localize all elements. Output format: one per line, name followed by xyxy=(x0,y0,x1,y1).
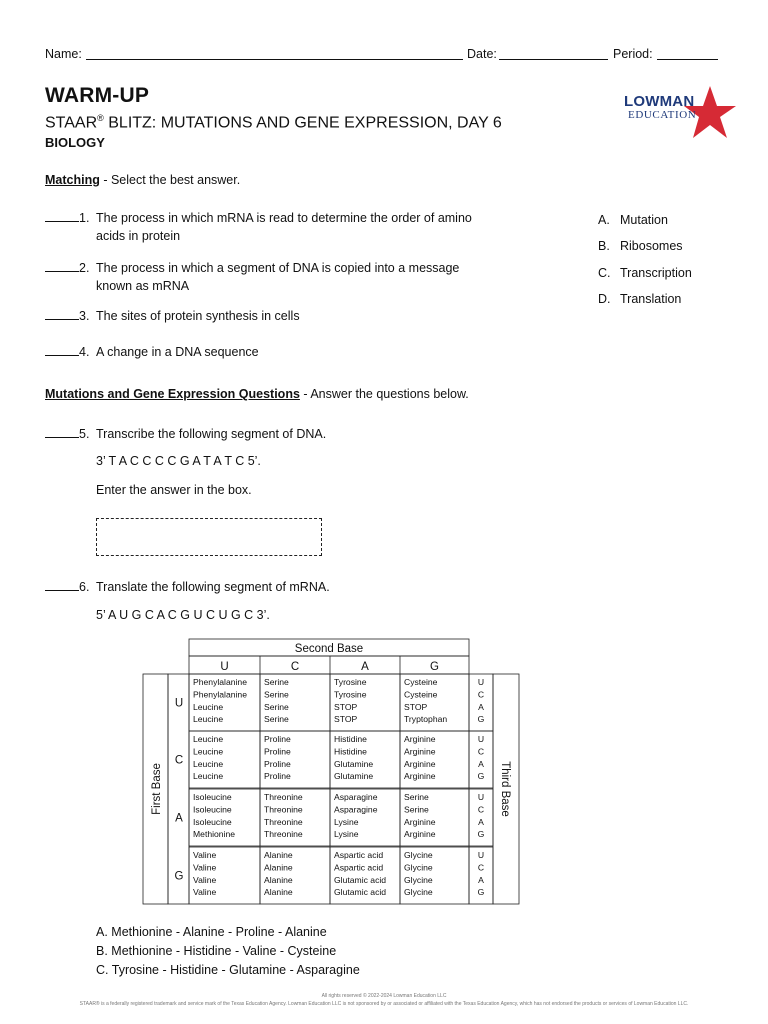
choice-d xyxy=(598,292,692,318)
answer-prompt: Enter the answer in the box. xyxy=(96,483,252,497)
amino-acid-label: Arginine xyxy=(404,758,436,769)
amino-acid-label: Threonine xyxy=(264,816,303,827)
amino-acid-label: Alanine xyxy=(264,887,293,898)
question-number: 4. xyxy=(79,345,90,359)
third-base-letter: C xyxy=(477,746,485,757)
amino-acid-label: Lysine xyxy=(334,816,359,827)
third-base-letter: G xyxy=(477,829,485,840)
amino-acid-label: STOP xyxy=(334,701,358,712)
answer-blank-1[interactable] xyxy=(45,210,79,222)
amino-acid-label: Asparagine xyxy=(334,792,378,802)
answer-blank-4[interactable] xyxy=(45,344,79,356)
matching-instruction: - Select the best answer. xyxy=(99,173,241,187)
choice-c xyxy=(598,266,692,292)
amino-acid-label: Proline xyxy=(264,771,291,782)
answer-blank-6[interactable] xyxy=(45,579,79,591)
question-text: Transcribe the following segment of DNA. xyxy=(96,427,327,441)
page-title: WARM-UP xyxy=(45,84,150,107)
third-base-letter: A xyxy=(478,758,484,769)
third-base-letter: G xyxy=(477,714,485,725)
question-number: 2. xyxy=(79,261,90,275)
codon-table xyxy=(142,638,522,906)
dna-sequence: 3’ T A C C C C G A T A T C 5’. xyxy=(96,454,261,468)
column-header-c: C xyxy=(290,661,300,673)
amino-acid-label: Leucine xyxy=(193,771,224,782)
amino-acid-label: Tyrosine xyxy=(334,689,367,700)
answer-blank-3[interactable] xyxy=(45,308,79,320)
amino-acid-label: Proline xyxy=(264,734,291,744)
footer-disclaimer: STAAR® is a federally registered trademark and service mark of the Texas Education Agency. Lowman Education LLC is not sponsored by or associated or affiliated with the Texas Education Agency, which has not endorsed the products or services of Lowman Education LLC. xyxy=(79,1001,689,1007)
third-base-letter: A xyxy=(478,874,484,885)
row-header-c: C xyxy=(174,754,184,767)
amino-acid-label: Serine xyxy=(404,792,429,802)
logo-word-lowman: LOWMAN xyxy=(624,93,695,110)
amino-acid-label: Glutamic acid xyxy=(334,874,387,885)
answer-box[interactable] xyxy=(96,518,322,556)
choice-b xyxy=(598,239,692,265)
third-base-letter: A xyxy=(478,816,484,827)
choice-text: Ribosomes xyxy=(620,239,683,254)
answer-choice-b[interactable]: B. Methionine - Histidine - Valine - Cysteine xyxy=(96,944,337,958)
amino-acid-label: Glycine xyxy=(404,887,433,898)
subtitle-rest: BLITZ: MUTATIONS AND GENE EXPRESSION, DAY 6 xyxy=(103,114,502,132)
column-header-row xyxy=(189,656,469,674)
row-header-g: G xyxy=(174,870,184,883)
third-base-letter: C xyxy=(477,862,485,873)
third-base-letter: U xyxy=(477,734,485,744)
amino-acid-label: Lysine xyxy=(334,829,359,840)
lowman-education-logo xyxy=(620,84,738,140)
name-label: Name: xyxy=(45,47,82,61)
amino-acid-label: Leucine xyxy=(193,701,224,712)
choice-letter: B. xyxy=(598,239,610,254)
question-text: The process in which a segment of DNA is copied into a message known as mRNA xyxy=(96,261,460,293)
amino-acid-label: Methionine xyxy=(193,829,236,840)
amino-acid-label: Valine xyxy=(193,850,217,860)
question-number: 1. xyxy=(79,211,90,225)
question-number: 6. xyxy=(79,580,90,594)
header-fields xyxy=(45,47,82,61)
question-5 xyxy=(45,425,505,445)
amino-acid-label: Serine xyxy=(264,677,289,687)
amino-acid-label: Alanine xyxy=(264,850,293,860)
amino-acid-label: Aspartic acid xyxy=(334,850,384,860)
question-number: 3. xyxy=(79,309,90,323)
answer-blank-2[interactable] xyxy=(45,260,79,272)
amino-acid-label: Glutamine xyxy=(334,758,374,769)
amino-acid-label: Asparagine xyxy=(334,804,378,815)
amino-acid-label: Tyrosine xyxy=(334,677,367,687)
amino-acid-label: Glutamine xyxy=(334,771,374,782)
column-header-a: A xyxy=(361,661,369,673)
date-field[interactable] xyxy=(499,48,608,60)
matching-question-4 xyxy=(45,343,505,363)
choice-letter: C. xyxy=(598,265,611,280)
third-base-letter: C xyxy=(477,804,485,815)
logo-word-education: EDUCATION xyxy=(628,109,697,121)
mutations-heading xyxy=(45,387,469,401)
second-base-label: Second Base xyxy=(294,643,364,655)
amino-acid-label: Aspartic acid xyxy=(334,862,384,873)
amino-acid-label: STOP xyxy=(334,714,358,725)
amino-acid-label: Leucine xyxy=(193,746,224,757)
amino-acid-label: Isoleucine xyxy=(193,792,232,802)
amino-acid-label: Glycine xyxy=(404,862,433,873)
amino-acid-label: Leucine xyxy=(193,758,224,769)
amino-acid-label: Valine xyxy=(193,874,217,885)
amino-acid-label: Glycine xyxy=(404,850,433,860)
amino-acid-label: Proline xyxy=(264,746,291,757)
matching-question-2 xyxy=(45,259,505,299)
third-base-letter: G xyxy=(477,771,485,782)
footer-copyright: All rights reserved © 2022-2024 Lowman Education LLC xyxy=(321,993,447,999)
third-base-letter: C xyxy=(477,689,485,700)
column-header-g: G xyxy=(430,661,439,673)
subtitle-registered-mark: ® xyxy=(97,113,104,123)
amino-acid-label: Threonine xyxy=(264,829,303,840)
amino-acid-label: Phenylalanine xyxy=(193,689,247,700)
amino-acid-label: Serine xyxy=(264,689,289,700)
amino-acid-label: Phenylalanine xyxy=(193,677,247,687)
mutations-heading-label: Mutations and Gene Expression Questions xyxy=(45,387,300,401)
subtitle-staar: STAAR xyxy=(45,114,98,132)
amino-acid-label: Tryptophan xyxy=(404,714,448,725)
matching-question-3 xyxy=(45,307,505,327)
amino-acid-label: Proline xyxy=(264,758,291,769)
choice-text: Translation xyxy=(620,291,682,306)
amino-acid-label: Arginine xyxy=(404,746,436,757)
matching-heading xyxy=(45,173,240,187)
amino-acid-label: Alanine xyxy=(264,862,293,873)
question-text: The process in which mRNA is read to determine the order of amino acids in protein xyxy=(96,211,472,243)
question-text: Translate the following segment of mRNA. xyxy=(96,580,330,594)
period-field[interactable] xyxy=(657,48,718,60)
amino-acid-label: Valine xyxy=(193,862,217,873)
amino-acid-label: Threonine xyxy=(264,792,303,802)
amino-acid-label: Histidine xyxy=(334,734,367,744)
row-header-u: U xyxy=(174,697,184,710)
third-base-letter: A xyxy=(478,701,484,712)
amino-acid-label: Serine xyxy=(264,714,289,725)
amino-acid-label: Isoleucine xyxy=(193,816,232,827)
amino-acid-label: Cysteine xyxy=(404,677,438,687)
matching-question-1 xyxy=(45,209,505,249)
third-base-letter: U xyxy=(477,792,485,802)
amino-acid-label: Glutamic acid xyxy=(334,887,387,898)
third-base-letter: U xyxy=(477,850,485,860)
mrna-sequence: 5’ A U G C A C G U C U G C 3’. xyxy=(96,608,270,622)
question-number: 5. xyxy=(79,427,90,441)
amino-acid-label: Leucine xyxy=(193,714,224,725)
choice-text: Mutation xyxy=(620,213,668,227)
column-header-u: U xyxy=(220,661,229,673)
choice-text: Transcription xyxy=(620,265,692,280)
amino-acid-label: STOP xyxy=(404,701,428,712)
amino-acid-label: Valine xyxy=(193,887,217,898)
amino-acid-label: Histidine xyxy=(334,746,367,757)
third-base-letter: G xyxy=(477,887,485,898)
amino-acid-label: Arginine xyxy=(404,829,436,840)
amino-acid-label: Serine xyxy=(264,701,289,712)
matching-choices xyxy=(598,213,692,318)
question-text: A change in a DNA sequence xyxy=(96,345,259,359)
amino-acid-label: Arginine xyxy=(404,771,436,782)
choice-a xyxy=(598,213,692,239)
page-subtitle xyxy=(45,113,502,132)
amino-acid-label: Serine xyxy=(404,804,429,815)
question-6 xyxy=(45,578,505,598)
choice-letter: D. xyxy=(598,291,611,306)
subject-label: BIOLOGY xyxy=(45,135,105,150)
amino-acid-label: Cysteine xyxy=(404,689,438,700)
amino-acid-label: Glycine xyxy=(404,874,433,885)
amino-acid-label: Leucine xyxy=(193,734,224,744)
row-header-a: A xyxy=(175,812,183,825)
mutations-instruction: - Answer the questions below. xyxy=(299,387,469,401)
amino-acid-label: Isoleucine xyxy=(193,804,232,815)
answer-choice-a[interactable]: A. Methionine - Alanine - Proline - Alanine xyxy=(96,925,327,939)
amino-acid-label: Alanine xyxy=(264,874,293,885)
period-label: Period: xyxy=(613,47,653,61)
third-base-label: Third Base xyxy=(499,761,511,817)
first-base-label: First Base xyxy=(151,763,163,815)
question-text: The sites of protein synthesis in cells xyxy=(96,309,300,323)
matching-heading-label: Matching xyxy=(45,173,100,187)
amino-acid-label: Arginine xyxy=(404,734,436,744)
date-label: Date: xyxy=(467,47,497,61)
amino-acid-label: Threonine xyxy=(264,804,303,815)
third-base-letter: U xyxy=(477,677,485,687)
name-field[interactable] xyxy=(86,48,463,60)
amino-acid-label: Arginine xyxy=(404,816,436,827)
answer-blank-5[interactable] xyxy=(45,426,79,438)
answer-choice-c[interactable]: C. Tyrosine - Histidine - Glutamine - Asparagine xyxy=(96,963,360,977)
choice-letter: A. xyxy=(598,213,610,227)
